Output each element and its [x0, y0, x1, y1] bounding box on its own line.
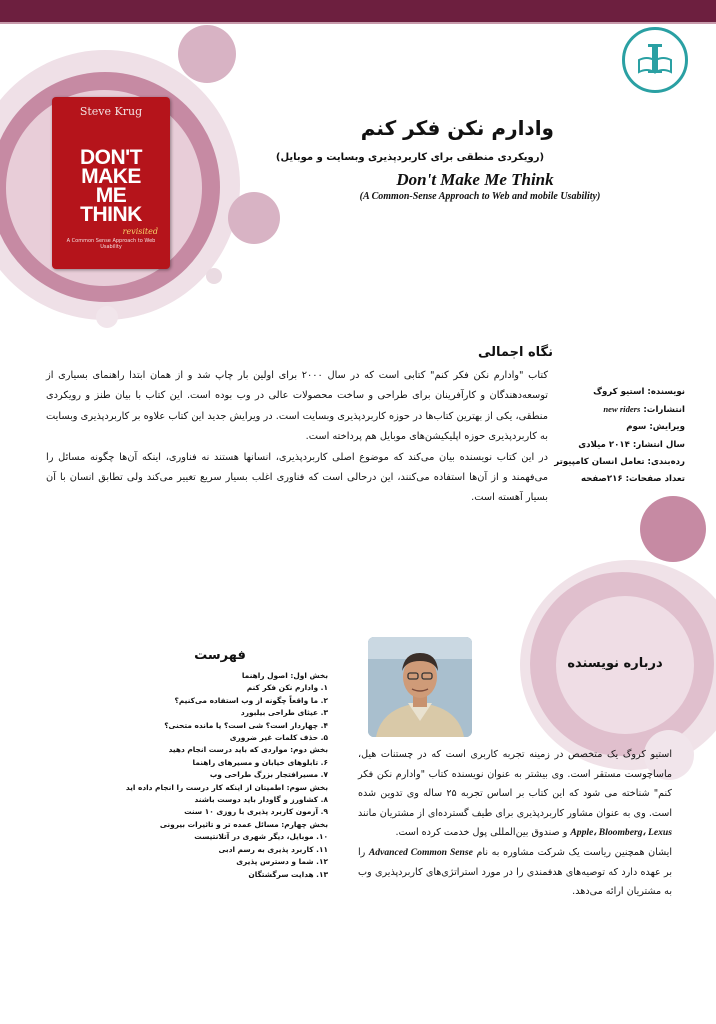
overview-text: [46, 366, 548, 509]
detail-author: نویسنده: استیو کروگ: [593, 387, 685, 397]
about-p2-end: را بر عهده دارد که توصیه‌های هدفمندی را در مورد استراتژی‌های کاربردپذیری وب به مشتریان ارائه می‌دهد.: [358, 846, 672, 898]
page-subtitle-fa: (رویکردی منطقی برای کاربردپذیری وبسایت و موبایل): [275, 152, 545, 163]
toc-item: ۲. ما واقعاً چگونه از وب استفاده می‌کنیم؟: [174, 695, 328, 705]
toc-item: ۳. عیثای طراحی بیلبورد: [240, 708, 328, 718]
top-banner: [0, 0, 716, 22]
book-cover-title-line: ME: [95, 184, 127, 207]
toc-item: ۱۲. شما و دسترس پذیری: [236, 857, 328, 867]
page-subtitle-en: (A Common-Sense Approach to Web and mobile Usability): [359, 191, 601, 202]
decor-circle: [206, 268, 222, 284]
book-details: [553, 384, 685, 488]
toc-item: ۹. آزمون کاربرد پذیری با روزی ۱۰ سنت: [184, 807, 328, 817]
book-cover-subtitle: A Common Sense Approach to Web Usability: [66, 238, 156, 250]
toc-item: ۵. حذف کلمات غیر ضروری: [229, 733, 328, 743]
detail-edition: ویرایش: سوم: [626, 422, 685, 433]
overview-heading: نگاه اجمالی: [478, 345, 553, 360]
book-cover-title-line: THINK: [80, 203, 142, 226]
about-p2-start: ایشان همچنین ریاست یک شرکت مشاوره به نام: [472, 846, 672, 858]
decor-circle: [228, 192, 280, 244]
book-cover-title-line: DON'T: [80, 146, 142, 169]
detail-year: سال انتشار: ۲۰۱۴ میلادی: [578, 439, 685, 450]
detail-pages: تعداد صفحات: ۲۱۶صفحه: [580, 474, 685, 485]
logo-emblem: [622, 27, 688, 93]
top-banner-stripe: [0, 22, 716, 24]
detail-publisher-value: new riders: [603, 404, 641, 415]
toc-item: بخش سوم: اطمینان از اینکه کار درست را انجام داده اید: [125, 782, 328, 792]
toc-item: ۱۳. هدایت سرگشتگان: [248, 869, 328, 879]
page-title-en: Don't Make Me Think: [396, 170, 554, 189]
decor-circle: [96, 306, 118, 328]
about-paragraph: [358, 745, 672, 843]
toc-item: بخش اول: اصول راهنما: [241, 671, 328, 680]
decor-circle: [640, 496, 706, 562]
book-cover-title-line: MAKE: [81, 165, 141, 188]
author-photo: [368, 637, 472, 737]
about-clients: Apple، Bloomberg، Lexus: [570, 827, 672, 839]
toc-heading: فهرست: [194, 648, 246, 663]
overview-paragraph: کتاب "وادارم نکن فکر کنم" کتابی است که در سال ۲۰۰۰ برای اولین بار چاپ شد و از همان ابتدا راهنمای بسیاری از توسعه‌دهندگان و کارآفرینان برای طراحی و ساخت محصولات عالی در وب بوده است. این کتاب با بیان طنز و رویکردی منطقی، یکی از بهترین کتاب‌ها در حوزه کاربردپذیری وبسایت است. در ویرایش جدید این کتاب علاوه بر کاربردپذیری وبسایت به کاربردپذیری حوزه اپلیکیشن‌های موبایل هم پرداخته است.: [46, 370, 549, 443]
toc-item: ۱۱. کاربرد پذیری به رسم ادبی: [218, 844, 328, 854]
toc-item: ۴. چهاردار است؟ شی است؟ یا مانده متحنی؟: [164, 720, 328, 730]
book-cover-image: [52, 97, 170, 269]
toc-item: ۸. کشاورز و گاودار باید دوست باشند: [194, 795, 328, 805]
decor-circle: [178, 25, 236, 83]
book-pillar-icon: [625, 30, 685, 90]
book-cover-revisited: revisited: [122, 227, 158, 236]
detail-publisher: [553, 401, 685, 419]
person-icon: [368, 637, 472, 737]
book-cover-author: Steve Krug: [79, 105, 143, 118]
about-p1-start: استیو کروگ یک متخصص در زمینه تجربه کاربری است که در چستنات هیل، ماساچوست مستقر است. وی بیشتر به عنوان نویسنده کتاب "وادارم نکن فکر کنم" شناخته می شود که این کتاب بر اساس تجربه ۲۵ ساله وی تدوین شده است. وی به عنوان مشاور کاربردپذیری برای طیف گسترده‌ای از مشتریان مانند: [358, 749, 672, 819]
toc-item: ۶. تابلوهای خیابان و مسیرهای راهنما: [192, 757, 328, 767]
detail-category: رده‌بندی: تعامل انسان کامپیوتر: [554, 456, 685, 467]
toc-item: ۱. وادارم نکن فکر کنم: [246, 683, 328, 693]
about-paragraph: [358, 843, 672, 902]
toc-item: بخش چهارم: مسائل عمده تر و تاثیرات بیرونی: [159, 819, 328, 829]
about-company: Advanced Common Sense: [368, 846, 473, 858]
overview-paragraph: در این کتاب نویسنده بیان می‌کند که موضوع اصلی کاربردپذیری، انسانها هستند نه فناوری، اینکه آن‌ها چگونه مسائل را می‌فهمند و از آن‌ها استفاده می‌کنند، این درحالی است که فناوری اغلب بسیار سریع تغییر می‌کند ولی تطابق انسان با آن بسیار آهسته است.: [46, 451, 548, 504]
about-text: [358, 745, 672, 902]
toc-item: بخش دوم: مواردی که باید درست انجام دهید: [168, 745, 328, 755]
page-title-fa: وادارم نکن فکر کنم: [360, 116, 554, 140]
detail-publisher-label: انتشارات:: [640, 405, 685, 416]
about-p1-end: و صندوق بین‌المللی پول خدمت کرده است.: [395, 827, 571, 839]
about-heading: درباره نویسنده: [567, 656, 663, 671]
toc-item: ۱۰. موبایل، دیگر شهری در آتلانتیست: [194, 832, 328, 842]
toc-list: [110, 670, 328, 881]
toc-item: ۷. مسیر‌افتجار بزرگ طراحی وب: [209, 770, 328, 780]
